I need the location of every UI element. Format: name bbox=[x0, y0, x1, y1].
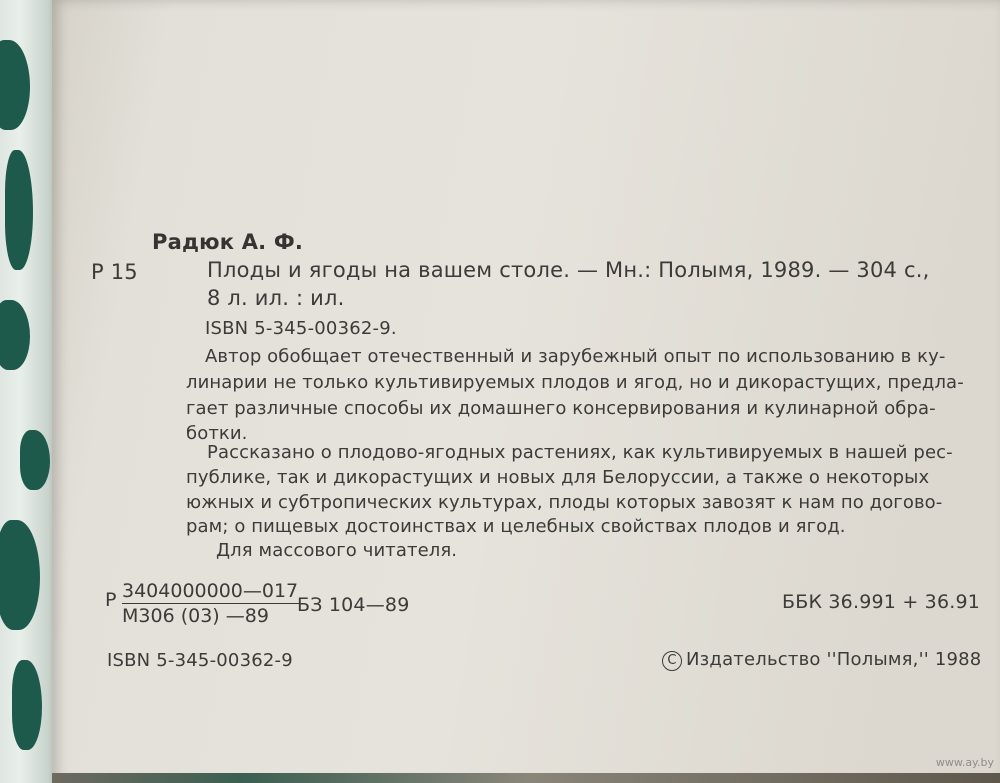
annotation-line: публике, так и дикорастущих и новых для Белоруссии, а также о некоторых bbox=[186, 467, 930, 488]
signature-fraction bbox=[122, 580, 300, 627]
site-watermark: www.ay.by bbox=[935, 756, 994, 769]
copyright-icon: С bbox=[662, 651, 682, 671]
author-name: Радюк А. Ф. bbox=[152, 230, 304, 254]
cover-leaf-shape bbox=[0, 300, 30, 370]
copyright-line bbox=[662, 649, 981, 671]
isbn-bottom: ISBN 5-345-00362-9 bbox=[107, 650, 293, 671]
book-title-line: Плоды и ягоды на вашем столе. — Мн.: Полымя, 1989. — 304 с., bbox=[207, 258, 930, 282]
cover-leaf-shape bbox=[0, 40, 30, 130]
annotation-line: Рассказано о плодово-ягодных растениях, как культивируемых в нашей рес- bbox=[207, 442, 953, 463]
annotation-line: рам; о пищевых достоинствах и целебных свойствах плодов и ягод. bbox=[186, 516, 846, 537]
bbk-code: ББК 36.991 + 36.91 bbox=[782, 591, 981, 613]
page-bottom-edge bbox=[52, 773, 1000, 783]
annotation-line: линарии не только культивируемых плодов и ягод, но и дикорастущих, предла- bbox=[186, 372, 964, 393]
bz-code: БЗ 104—89 bbox=[297, 594, 410, 616]
illustrations-line: 8 л. ил. : ил. bbox=[207, 286, 345, 310]
cover-leaf-shape bbox=[0, 520, 40, 630]
cover-leaf-shape bbox=[5, 150, 33, 270]
isbn-top: ISBN 5-345-00362-9. bbox=[205, 318, 397, 339]
signature-numerator: 3404000000—017 bbox=[122, 580, 299, 602]
annotation-line: гает различные способы их домашнего консервирования и кулинарной обра- bbox=[186, 398, 936, 419]
signature-letter: Р bbox=[105, 589, 117, 611]
annotation-line: ботки. bbox=[186, 423, 248, 444]
annotation-line: Для массового читателя. bbox=[216, 540, 458, 561]
copyright-text: Издательство ''Полымя,'' 1988 bbox=[686, 649, 982, 670]
cover-leaf-shape bbox=[12, 660, 42, 750]
library-index: Р 15 bbox=[91, 260, 138, 284]
book-cover-edge bbox=[0, 0, 60, 783]
cover-leaf-shape bbox=[20, 430, 50, 490]
signature-denominator: М306 (03) —89 bbox=[122, 605, 269, 627]
annotation-line: южных и субтропических культурах, плоды которых завозят к нам по догово- bbox=[186, 492, 943, 513]
annotation-line: Автор обобщает отечественный и зарубежный опыт по использованию в ку- bbox=[205, 346, 946, 367]
